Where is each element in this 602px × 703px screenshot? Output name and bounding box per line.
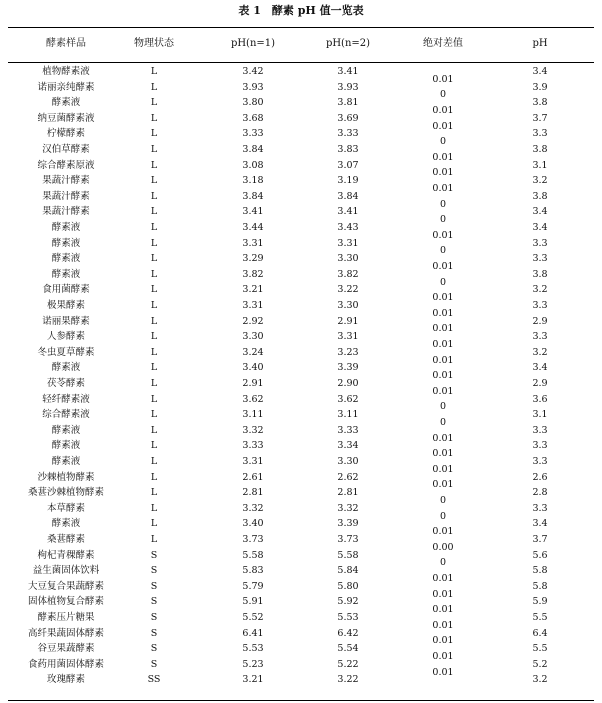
cell-abs-diff: 0.01 xyxy=(432,73,454,85)
cell-state: L xyxy=(150,128,158,140)
cell-abs-diff: 0.01 xyxy=(432,588,454,600)
cell-abs-diff: 0 xyxy=(439,557,447,569)
cell-p1: 3.73 xyxy=(242,534,264,545)
cell-p1: 2.61 xyxy=(242,471,264,483)
cell-abs-diff: 0.01 xyxy=(432,526,454,538)
header-abs-diff: 绝对差值 xyxy=(423,38,463,49)
cell-state: L xyxy=(150,487,158,499)
cell-p1: 5.83 xyxy=(242,565,264,577)
cell-name: 酵素液 xyxy=(51,253,81,265)
cell-state: L xyxy=(150,253,158,265)
cell-name: 冬虫夏草酵素 xyxy=(37,346,95,358)
cell-p1: 3.21 xyxy=(242,674,264,686)
cell-ph: 3.7 xyxy=(532,534,548,545)
cell-state: L xyxy=(150,471,158,483)
cell-p1: 3.31 xyxy=(242,300,264,311)
cell-p1: 5.79 xyxy=(242,580,264,592)
cell-state: L xyxy=(150,378,158,389)
cell-ph: 3.8 xyxy=(532,190,548,202)
cell-p2: 2.91 xyxy=(337,315,359,327)
cell-state: S xyxy=(150,580,158,592)
cell-p2: 3.34 xyxy=(337,440,359,452)
cell-p2: 3.84 xyxy=(337,190,359,202)
cell-p1: 3.33 xyxy=(242,440,264,452)
cell-abs-diff: 0.01 xyxy=(432,385,454,397)
cell-p2: 3.81 xyxy=(337,97,359,109)
cell-p2: 3.39 xyxy=(337,518,359,530)
cell-p2: 3.93 xyxy=(337,81,359,93)
cell-ph: 3.3 xyxy=(532,440,548,452)
cell-p1: 3.18 xyxy=(242,175,264,187)
cell-p2: 5.58 xyxy=(337,549,359,561)
cell-p1: 3.33 xyxy=(242,128,264,140)
cell-ph: 3.8 xyxy=(532,144,548,155)
cell-ph: 3.2 xyxy=(532,346,548,358)
cell-name: 酵素液 xyxy=(51,268,81,280)
cell-state: SS xyxy=(147,674,161,686)
cell-p1: 5.91 xyxy=(242,596,264,608)
cell-name: 纳豆菌酵素液 xyxy=(37,112,95,124)
cell-ph: 3.3 xyxy=(532,424,548,436)
cell-abs-diff: 0.01 xyxy=(432,635,454,647)
header-state: 物理状态 xyxy=(134,38,174,49)
cell-abs-diff: 0.01 xyxy=(432,120,454,132)
cell-ph: 5.5 xyxy=(532,643,548,655)
cell-name: 综合酵素原液 xyxy=(37,159,95,171)
cell-abs-diff: 0 xyxy=(439,401,447,413)
cell-abs-diff: 0 xyxy=(439,214,447,226)
cell-p2: 3.22 xyxy=(337,674,359,686)
cell-abs-diff: 0.01 xyxy=(432,370,454,382)
cell-state: S xyxy=(150,612,158,623)
cell-state: L xyxy=(150,268,158,280)
cell-p2: 5.22 xyxy=(337,658,359,670)
cell-name: 食用菌酵素 xyxy=(42,284,90,296)
cell-name: 酵素压片糖果 xyxy=(37,612,95,623)
cell-ph: 5.8 xyxy=(532,580,548,592)
top-rule xyxy=(8,27,594,28)
cell-abs-diff: 0.00 xyxy=(432,541,454,553)
cell-abs-diff: 0.01 xyxy=(432,619,454,631)
cell-p1: 3.42 xyxy=(242,66,264,77)
cell-name: 酵素液 xyxy=(51,518,81,530)
cell-state: L xyxy=(150,222,158,233)
cell-abs-diff: 0 xyxy=(439,136,447,148)
cell-name: 酵素液 xyxy=(51,97,81,109)
cell-abs-diff: 0.01 xyxy=(432,167,454,179)
cell-state: L xyxy=(150,66,158,77)
cell-ph: 5.2 xyxy=(532,658,548,670)
cell-p2: 6.42 xyxy=(337,627,359,639)
cell-abs-diff: 0.01 xyxy=(432,292,454,304)
cell-name: 桑葚沙棘植物酵素 xyxy=(27,487,104,499)
cell-state: S xyxy=(150,596,158,608)
cell-name: 茯苓酵素 xyxy=(46,378,85,389)
cell-abs-diff: 0.01 xyxy=(432,651,454,662)
cell-name: 桑葚酵素 xyxy=(46,534,85,545)
cell-ph: 3.3 xyxy=(532,456,548,467)
cell-p2: 2.90 xyxy=(337,378,359,389)
cell-p2: 5.53 xyxy=(337,612,359,623)
cell-state: L xyxy=(150,424,158,436)
cell-abs-diff: 0.01 xyxy=(432,307,454,319)
cell-p1: 3.32 xyxy=(242,502,264,514)
cell-p1: 3.29 xyxy=(242,253,264,265)
cell-ph: 2.6 xyxy=(532,471,548,483)
cell-name: 谷豆果蔬酵素 xyxy=(37,643,95,655)
cell-ph: 3.3 xyxy=(532,331,548,343)
cell-p2: 3.62 xyxy=(337,393,359,405)
cell-p2: 2.62 xyxy=(337,471,359,483)
cell-name: 轻纤酵素液 xyxy=(42,393,90,405)
cell-p1: 3.08 xyxy=(242,159,264,171)
cell-abs-diff: 0.01 xyxy=(432,261,454,272)
cell-p2: 3.23 xyxy=(337,346,359,358)
cell-name: 极果酵素 xyxy=(46,300,85,311)
cell-p2: 3.69 xyxy=(337,112,359,124)
cell-state: L xyxy=(150,534,158,545)
cell-name: 柠檬酵素 xyxy=(46,128,85,140)
cell-state: L xyxy=(150,456,158,467)
cell-name: 酵素液 xyxy=(51,424,81,436)
cell-ph: 3.4 xyxy=(532,206,548,218)
cell-ph: 5.9 xyxy=(532,596,548,608)
cell-name: 酵素液 xyxy=(51,362,81,374)
cell-p2: 3.30 xyxy=(337,300,359,311)
cell-p1: 2.81 xyxy=(242,487,264,499)
cell-p1: 2.92 xyxy=(242,315,264,327)
cell-ph: 5.6 xyxy=(532,549,548,561)
cell-ph: 2.8 xyxy=(532,487,548,499)
cell-state: L xyxy=(150,300,158,311)
cell-p1: 2.91 xyxy=(242,378,264,389)
cell-ph: 2.9 xyxy=(532,315,548,327)
cell-state: S xyxy=(150,549,158,561)
cell-p2: 3.32 xyxy=(337,502,359,514)
cell-state: L xyxy=(150,393,158,405)
cell-abs-diff: 0.01 xyxy=(432,183,454,194)
cell-state: S xyxy=(150,643,158,655)
cell-p1: 3.21 xyxy=(242,284,264,296)
cell-state: L xyxy=(150,409,158,421)
cell-p1: 3.44 xyxy=(242,222,264,233)
cell-state: S xyxy=(150,565,158,577)
cell-name: 沙棘植物酵素 xyxy=(37,471,95,483)
cell-p1: 5.23 xyxy=(242,658,264,670)
cell-abs-diff: 0 xyxy=(439,417,447,428)
cell-name: 果蔬汁酵素 xyxy=(42,190,90,202)
cell-ph: 3.4 xyxy=(532,222,548,233)
cell-name: 酵素液 xyxy=(51,222,81,233)
cell-abs-diff: 0.01 xyxy=(432,666,454,678)
cell-p2: 5.54 xyxy=(337,643,359,655)
cell-state: L xyxy=(150,518,158,530)
cell-ph: 3.8 xyxy=(532,97,548,109)
cell-ph: 3.3 xyxy=(532,128,548,140)
cell-ph: 3.6 xyxy=(532,393,548,405)
cell-p1: 3.31 xyxy=(242,237,264,249)
cell-name: 食药用菌固体酵素 xyxy=(27,658,104,670)
header-ph-n2: pH(n=2) xyxy=(325,38,371,49)
cell-name: 诺丽亲纯酵素 xyxy=(37,81,95,93)
cell-p1: 3.84 xyxy=(242,144,264,155)
cell-abs-diff: 0 xyxy=(439,495,447,506)
cell-p1: 3.93 xyxy=(242,81,264,93)
cell-p2: 3.82 xyxy=(337,268,359,280)
cell-abs-diff: 0.01 xyxy=(432,479,454,491)
cell-state: L xyxy=(150,97,158,109)
cell-abs-diff: 0.01 xyxy=(432,339,454,350)
cell-name: 诺丽果酵素 xyxy=(42,315,90,327)
cell-state: S xyxy=(150,658,158,670)
cell-state: S xyxy=(150,627,158,639)
cell-p1: 3.30 xyxy=(242,331,264,343)
cell-state: L xyxy=(150,237,158,249)
cell-state: L xyxy=(150,284,158,296)
cell-ph: 3.4 xyxy=(532,66,548,77)
cell-name: 酵素液 xyxy=(51,237,81,249)
header-rule xyxy=(8,62,594,63)
cell-ph: 3.4 xyxy=(532,518,548,530)
cell-p1: 6.41 xyxy=(242,627,264,639)
cell-name: 玫瑰酵素 xyxy=(46,674,85,686)
cell-p2: 3.41 xyxy=(337,206,359,218)
cell-abs-diff: 0.01 xyxy=(432,448,454,460)
cell-p2: 3.41 xyxy=(337,66,359,77)
cell-p2: 5.84 xyxy=(337,565,359,577)
cell-ph: 3.4 xyxy=(532,362,548,374)
cell-state: L xyxy=(150,190,158,202)
cell-p1: 3.84 xyxy=(242,190,264,202)
cell-p2: 3.07 xyxy=(337,159,359,171)
cell-p1: 3.40 xyxy=(242,362,264,374)
cell-ph: 3.2 xyxy=(532,284,548,296)
cell-abs-diff: 0.01 xyxy=(432,354,454,366)
header-ph-n1: pH(n=1) xyxy=(230,38,276,49)
cell-abs-diff: 0 xyxy=(439,245,447,257)
cell-ph: 3.8 xyxy=(532,268,548,280)
cell-p2: 3.39 xyxy=(337,362,359,374)
cell-state: L xyxy=(150,112,158,124)
cell-p2: 3.30 xyxy=(337,253,359,265)
cell-state: L xyxy=(150,206,158,218)
cell-state: L xyxy=(150,144,158,155)
cell-p2: 3.19 xyxy=(337,175,359,187)
cell-abs-diff: 0.01 xyxy=(432,229,454,241)
cell-p2: 3.31 xyxy=(337,331,359,343)
cell-ph: 3.7 xyxy=(532,112,548,124)
cell-name: 本草酵素 xyxy=(46,502,85,514)
header-ph: pH xyxy=(532,38,548,49)
cell-abs-diff: 0.01 xyxy=(432,604,454,616)
cell-p2: 3.30 xyxy=(337,456,359,467)
cell-ph: 3.1 xyxy=(532,409,548,421)
cell-abs-diff: 0.01 xyxy=(432,573,454,584)
cell-p2: 5.92 xyxy=(337,596,359,608)
cell-p2: 3.33 xyxy=(337,424,359,436)
cell-p2: 3.73 xyxy=(337,534,359,545)
cell-ph: 3.9 xyxy=(532,81,548,93)
cell-ph: 3.1 xyxy=(532,159,548,171)
cell-p1: 3.62 xyxy=(242,393,264,405)
cell-ph: 5.5 xyxy=(532,612,548,623)
cell-p2: 2.81 xyxy=(337,487,359,499)
cell-abs-diff: 0 xyxy=(439,198,447,210)
cell-name: 果蔬汁酵素 xyxy=(42,175,90,187)
cell-name: 酵素液 xyxy=(51,440,81,452)
cell-state: L xyxy=(150,502,158,514)
cell-ph: 3.3 xyxy=(532,237,548,249)
cell-p1: 3.24 xyxy=(242,346,264,358)
cell-name: 高纤果蔬固体酵素 xyxy=(27,627,104,639)
cell-p2: 3.43 xyxy=(337,222,359,233)
cell-ph: 2.9 xyxy=(532,378,548,389)
cell-state: L xyxy=(150,362,158,374)
cell-p2: 3.33 xyxy=(337,128,359,140)
cell-state: L xyxy=(150,81,158,93)
cell-p2: 5.80 xyxy=(337,580,359,592)
table-caption: 表 1 酵素 pH 值一览表 xyxy=(238,4,364,17)
cell-ph: 3.3 xyxy=(532,502,548,514)
cell-abs-diff: 0 xyxy=(439,89,447,101)
cell-state: L xyxy=(150,315,158,327)
cell-p1: 5.58 xyxy=(242,549,264,561)
cell-p2: 3.22 xyxy=(337,284,359,296)
cell-p1: 3.68 xyxy=(242,112,264,124)
cell-name: 人参酵素 xyxy=(46,331,85,343)
cell-abs-diff: 0.01 xyxy=(432,463,454,475)
cell-ph: 3.3 xyxy=(532,300,548,311)
cell-p1: 3.32 xyxy=(242,424,264,436)
bottom-rule xyxy=(8,700,594,701)
cell-ph: 3.2 xyxy=(532,674,548,686)
cell-p1: 3.31 xyxy=(242,456,264,467)
cell-p2: 3.11 xyxy=(337,409,359,421)
cell-ph: 3.3 xyxy=(532,253,548,265)
cell-name: 酵素液 xyxy=(51,456,81,467)
cell-name: 植物酵素液 xyxy=(42,66,90,77)
cell-abs-diff: 0 xyxy=(439,510,447,522)
cell-p1: 3.82 xyxy=(242,268,264,280)
cell-name: 枸杞青稞酵素 xyxy=(37,549,95,561)
cell-p1: 3.80 xyxy=(242,97,264,109)
cell-ph: 5.8 xyxy=(532,565,548,577)
cell-name: 汉伯草酵素 xyxy=(42,144,90,155)
cell-p1: 5.53 xyxy=(242,643,264,655)
cell-p1: 5.52 xyxy=(242,612,264,623)
cell-ph: 6.4 xyxy=(532,627,548,639)
cell-name: 固体植物复合酵素 xyxy=(27,596,104,608)
cell-state: L xyxy=(150,175,158,187)
cell-abs-diff: 0.01 xyxy=(432,151,454,163)
cell-state: L xyxy=(150,346,158,358)
cell-abs-diff: 0.01 xyxy=(432,432,454,444)
cell-ph: 3.2 xyxy=(532,175,548,187)
cell-state: L xyxy=(150,159,158,171)
cell-name: 益生菌固体饮料 xyxy=(32,565,100,577)
cell-abs-diff: 0.01 xyxy=(432,105,454,116)
cell-name: 综合酵素液 xyxy=(42,409,90,421)
cell-name: 果蔬汁酵素 xyxy=(42,206,90,218)
cell-p2: 3.83 xyxy=(337,144,359,155)
cell-state: L xyxy=(150,440,158,452)
cell-abs-diff: 0.01 xyxy=(432,323,454,335)
cell-p2: 3.31 xyxy=(337,237,359,249)
cell-p1: 3.41 xyxy=(242,206,264,218)
cell-state: L xyxy=(150,331,158,343)
header-sample: 酵素样品 xyxy=(46,38,86,49)
cell-name: 大豆复合果蔬酵素 xyxy=(27,580,104,592)
cell-p1: 3.11 xyxy=(242,409,264,421)
cell-abs-diff: 0 xyxy=(439,276,447,288)
cell-p1: 3.40 xyxy=(242,518,264,530)
